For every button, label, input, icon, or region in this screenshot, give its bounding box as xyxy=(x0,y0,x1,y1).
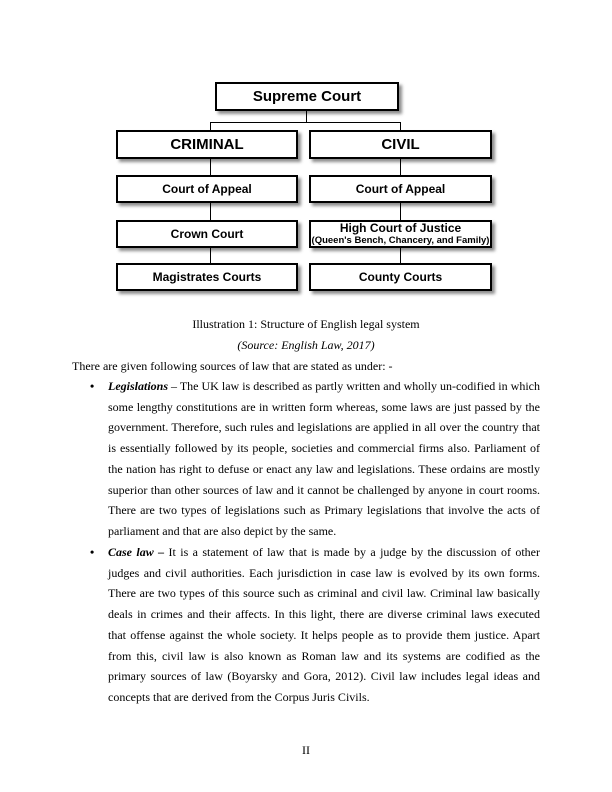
magistrates-courts-box xyxy=(116,263,298,291)
criminal-label: CRIMINAL xyxy=(170,136,244,153)
crown-court-box xyxy=(116,220,298,248)
criminal-box xyxy=(116,130,298,159)
connector xyxy=(210,247,211,263)
supreme-court-label: Supreme Court xyxy=(252,88,362,105)
connector xyxy=(210,122,401,123)
connector xyxy=(306,110,307,122)
civil-court-of-appeal-label: Court of Appeal xyxy=(355,182,446,196)
bullet-marker: • xyxy=(90,379,95,393)
legislation-paragraph xyxy=(108,376,540,542)
civil-box xyxy=(309,130,492,159)
illustration-source: (Source: English Law, 2017) xyxy=(237,338,375,352)
case-law-text: It is a statement of law that is made by a judge by the discussion of other judges and civil authorities. Each jurisdiction in case law is evolved by its own forms. There are two types of this source such as criminal and civil law. Criminal law basically deals in crimes and their affects. In this light, there are diverse criminal laws executed that offense against the whole society. It helps people as to provide them justice. Apart from this, civil law is also known as Roman law and its systems are codified as the primary sources of law (Boyarsky and Gora, 2012). Civil law includes legal ideas and concepts that are derived from the Corpus Juris Civils. xyxy=(108,545,540,704)
case-law-term: Case law – xyxy=(108,545,165,559)
county-courts-box xyxy=(309,263,492,291)
connector xyxy=(400,122,401,130)
intro-text: There are given following sources of law that are stated as under: - xyxy=(72,359,393,373)
bullet-marker: • xyxy=(90,545,95,559)
high-court-box xyxy=(309,220,492,248)
case-law-paragraph xyxy=(108,542,540,708)
criminal-court-of-appeal-label: Court of Appeal xyxy=(162,182,252,196)
connector xyxy=(400,158,401,175)
civil-court-of-appeal-box xyxy=(309,175,492,203)
connector xyxy=(210,202,211,220)
connector xyxy=(400,247,401,263)
high-court-divisions-label: (Queen's Bench, Chancery, and Family) xyxy=(311,234,490,246)
supreme-court-box xyxy=(215,82,399,111)
legislation-text: – The UK law is described as partly written and wholly un-codified in which some lengthy constitutions are in written form whereas, some laws are just passed by the government. Therefore, such rules and legislations are applied in all over the country that is essentially followed by its people, societies and commercial firms also. Parliament of the nation has right to defuse or enact any law and legislations. These ordains are mostly superior than other sources of law and it cannot be challenged by anyone in court rooms. There are two types of legislations such as Primary legislations that involve the acts of parliament and that are also depict by the same. xyxy=(108,379,540,538)
connector xyxy=(400,202,401,220)
civil-label: CIVIL xyxy=(381,136,420,153)
page-number: II xyxy=(302,743,310,757)
connector xyxy=(210,122,211,130)
crown-court-label: Crown Court xyxy=(170,227,244,241)
legislation-term: Legislations xyxy=(108,379,169,393)
county-courts-label: County Courts xyxy=(358,270,443,284)
connector xyxy=(210,158,211,175)
illustration-caption: Illustration 1: Structure of English legal system xyxy=(192,317,420,331)
magistrates-courts-label: Magistrates Courts xyxy=(152,270,262,284)
high-court-label: High Court of Justice xyxy=(339,220,462,235)
criminal-court-of-appeal-box xyxy=(116,175,298,203)
court-structure-diagram xyxy=(0,0,612,300)
